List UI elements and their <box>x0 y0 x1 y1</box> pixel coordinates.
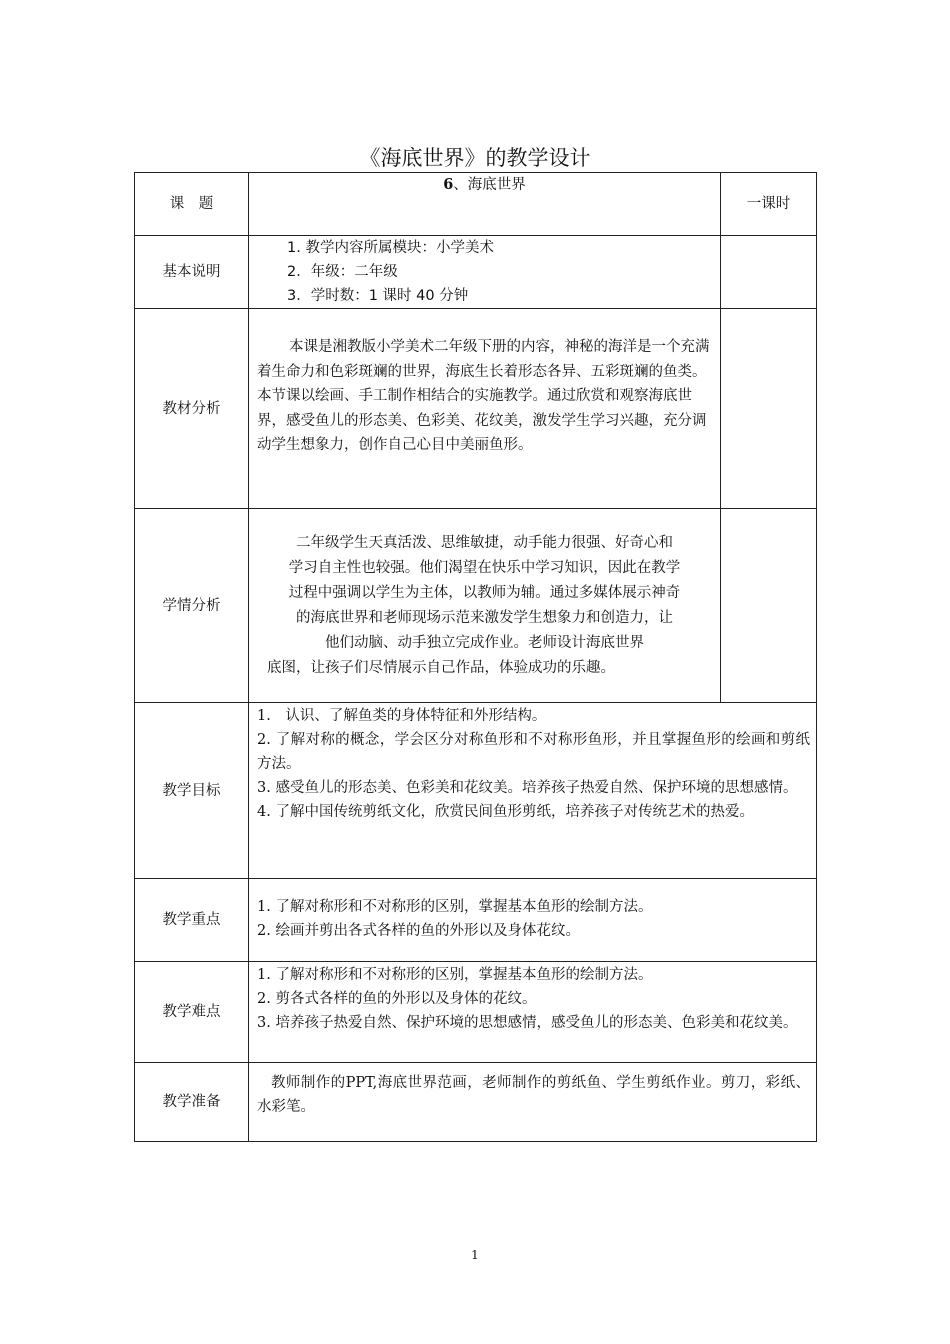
teaching-difficulties <box>249 962 817 1063</box>
basic-item: 2．年级：二年级 <box>287 264 398 280</box>
row-keypoints <box>135 879 817 962</box>
basic-item: 1. 教学内容所属模块：小学美术 <box>287 240 494 256</box>
material-text: 本课是湘教版小学美术二年级下册的内容，神秘的海洋是一个充满着生命力和色彩斑斓的世界，海底生长着形态各异、五彩斑斓的鱼类。本节课以绘画、手工制作相结合的实施教学。通过欣赏和观察海底世界，感受鱼儿的形态美、色彩美、花纹美，激发学生学习兴趣，充分调动学生想象力，创作自己心目中美丽鱼形。 <box>257 339 710 453</box>
student-line: 他们动脑、动手独立完成作业。老师设计海底世界 <box>325 635 644 651</box>
row-basic <box>135 236 817 309</box>
teaching-keypoints <box>249 879 817 962</box>
student-line: 二年级学生天真活泼、思维敏捷，动手能力很强、好奇心和 <box>296 535 673 551</box>
subject-number: 6 <box>443 176 454 193</box>
class-period: 一课时 <box>721 173 817 236</box>
teaching-prep <box>249 1063 817 1142</box>
student-line: 底图，让孩子们尽情展示自己作品，体验成功的乐趣。 <box>267 660 615 676</box>
student-line: 过程中强调以学生为主体，以教师为辅。通过多媒体展示神奇 <box>288 585 681 601</box>
basic-item: 3．学时数：1 课时 40 分钟 <box>287 288 469 304</box>
lesson-plan-table <box>134 172 817 1142</box>
student-line: 的海底世界和老师现场示范来激发学生想象力和创造力，让 <box>296 610 673 626</box>
label-subject: 课 题 <box>135 173 249 236</box>
label-difficulties: 教学难点 <box>135 962 249 1063</box>
difficulty-item: 3. 培养孩子热爱自然、保护环境的思想感情，感受鱼儿的形态美、色彩美和花纹美。 <box>257 1015 798 1031</box>
difficulty-item: 1. 了解对称形和不对称形的区别，掌握基本鱼形的绘制方法。 <box>257 967 653 983</box>
student-analysis <box>249 509 721 703</box>
row-prep <box>135 1063 817 1142</box>
material-analysis <box>249 309 721 509</box>
page-number: 1 <box>471 1248 479 1262</box>
document-title: 《海底世界》的教学设计 <box>359 146 591 170</box>
goal-item: 3. 感受鱼儿的形态美、色彩美和花纹美。培养孩子热爱自然、保护环境的思想感情。 <box>257 780 798 796</box>
goal-item: 2. 了解对称的概念，学会区分对称鱼形和不对称形鱼形，并且掌握鱼形的绘画和剪纸方法。 <box>257 732 810 772</box>
row-subject <box>135 173 817 236</box>
label-material: 教材分析 <box>135 309 249 509</box>
subject-text: 、海底世界 <box>453 177 526 193</box>
subject-title <box>249 173 721 236</box>
empty-cell <box>721 309 817 509</box>
label-keypoints: 教学重点 <box>135 879 249 962</box>
label-basic: 基本说明 <box>135 236 249 309</box>
label-goals: 教学目标 <box>135 703 249 879</box>
student-line: 学习自主性也较强。他们渴望在快乐中学习知识，因此在教学 <box>288 560 681 576</box>
row-students <box>135 509 817 703</box>
teaching-goals <box>249 703 817 879</box>
goal-item: 1. 认识、了解鱼类的身体特征和外形结构。 <box>257 708 547 724</box>
row-difficulties <box>135 962 817 1063</box>
basic-info <box>249 236 721 309</box>
prep-text: 教师制作的PPT,海底世界范画，老师制作的剪纸鱼、学生剪纸作业。剪刀，彩纸、水彩笔。 <box>257 1075 810 1115</box>
keypoint-item: 1. 了解对称形和不对称形的区别，掌握基本鱼形的绘制方法。 <box>257 899 653 915</box>
label-students: 学情分析 <box>135 509 249 703</box>
empty-cell <box>721 509 817 703</box>
difficulty-item: 2. 剪各式各样的鱼的外形以及身体的花纹。 <box>257 991 537 1007</box>
row-material <box>135 309 817 509</box>
label-prep: 教学准备 <box>135 1063 249 1142</box>
row-goals <box>135 703 817 879</box>
keypoint-item: 2. 绘画并剪出各式各样的鱼的外形以及身体花纹。 <box>257 923 580 939</box>
goal-item: 4. 了解中国传统剪纸文化，欣赏民间鱼形剪纸，培养孩子对传统艺术的热爱。 <box>257 804 754 820</box>
empty-cell <box>721 236 817 309</box>
